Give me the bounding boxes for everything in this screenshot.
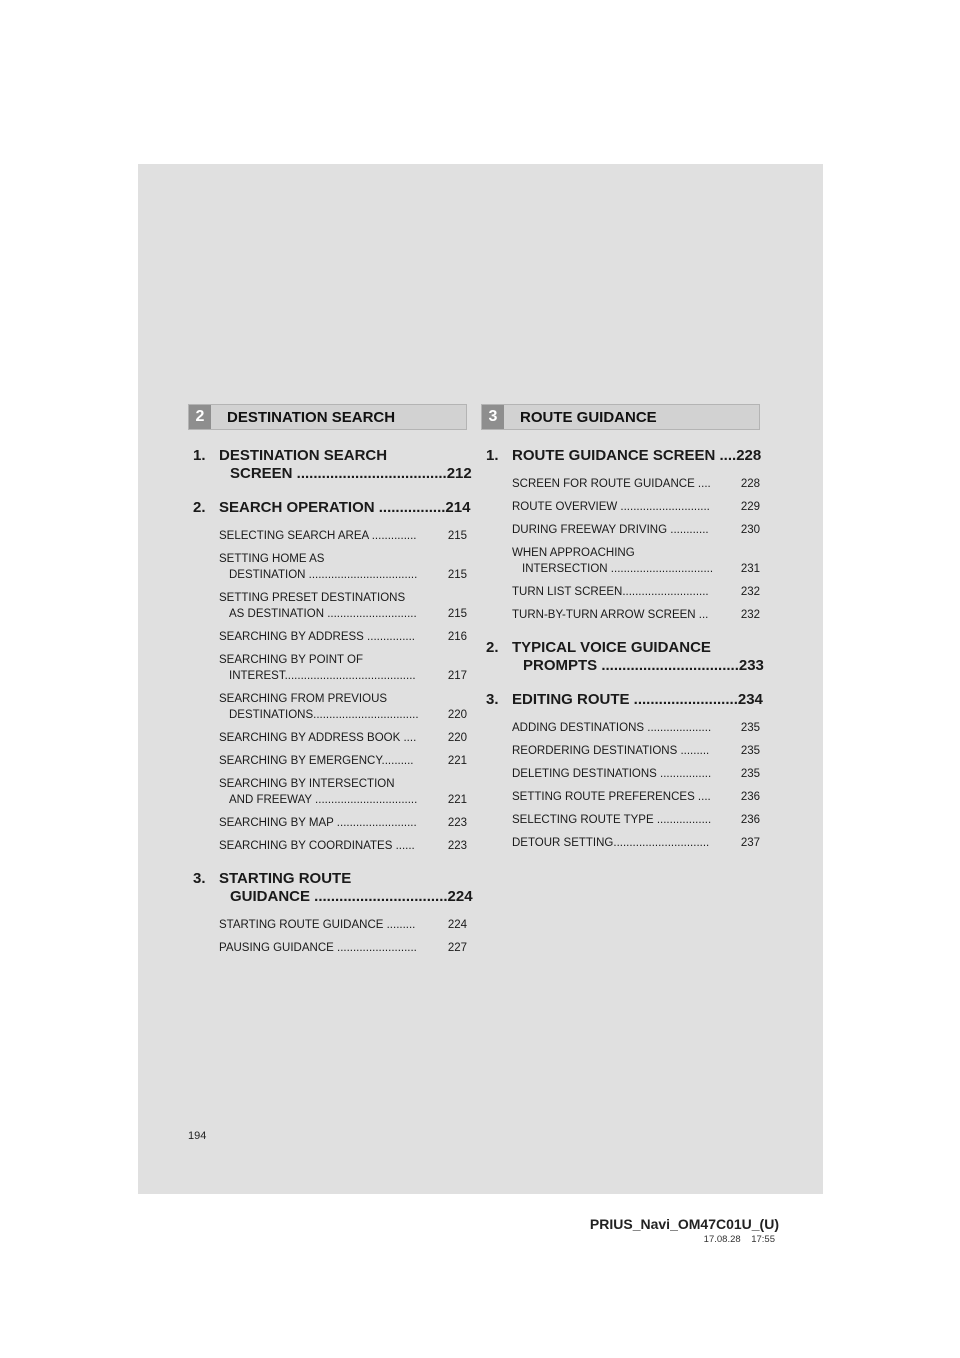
subsection-row xyxy=(219,917,467,933)
subsection-page: 217 xyxy=(447,670,467,682)
subsection-row xyxy=(512,766,760,782)
subsection-row xyxy=(219,838,467,854)
toc-entries xyxy=(481,447,764,851)
subsection-entry[interactable] xyxy=(188,551,467,583)
chapter-title-row xyxy=(481,691,763,709)
toc-column-destination-search xyxy=(188,404,473,963)
chapter-page: 234 xyxy=(737,691,763,708)
subsection-row xyxy=(512,607,760,623)
subsection-page: 215 xyxy=(447,569,467,581)
subsection-entry[interactable] xyxy=(188,652,467,684)
chapter-entry[interactable] xyxy=(481,639,764,675)
subsection-title: SELECTING ROUTE TYPE ................. xyxy=(512,814,712,826)
subsection-title: SEARCHING BY INTERSECTION xyxy=(219,778,395,790)
section-title: DESTINATION SEARCH xyxy=(227,408,396,426)
document-id: PRIUS_Navi_OM47C01U_(U) xyxy=(589,1216,779,1232)
subsection-entry[interactable] xyxy=(188,815,467,831)
chapter-number: 2. xyxy=(193,499,206,516)
subsection-entry[interactable] xyxy=(481,584,760,600)
chapter-entry[interactable] xyxy=(481,447,760,465)
section-header xyxy=(188,404,467,430)
section-title: ROUTE GUIDANCE xyxy=(520,408,657,426)
subsection-page: 220 xyxy=(447,709,467,721)
subsection-title: SEARCHING BY EMERGENCY.......... xyxy=(219,755,414,767)
subsection-title: SELECTING SEARCH AREA .............. xyxy=(219,530,417,542)
chapter-leader: SCREEN .................................... xyxy=(230,465,447,482)
print-date: 17.08.28 xyxy=(703,1234,741,1245)
chapter-title-row xyxy=(188,499,471,517)
chapter-number: 1. xyxy=(486,447,499,464)
subsection-page: 220 xyxy=(447,732,467,744)
subsection-row xyxy=(219,815,467,831)
subsection-page: 230 xyxy=(740,524,760,536)
subsection-title: ROUTE OVERVIEW ............................ xyxy=(512,501,710,513)
subsection-leader: AND FREEWAY ................................ xyxy=(229,794,418,806)
chapter-page: 224 xyxy=(447,888,473,905)
subsection-row xyxy=(219,730,467,746)
subsection-page: 235 xyxy=(740,722,760,734)
subsection-row xyxy=(512,584,760,600)
subsection-entry[interactable] xyxy=(481,720,760,736)
subsection-entry[interactable] xyxy=(188,730,467,746)
subsection-title: SEARCHING BY ADDRESS ............... xyxy=(219,631,415,643)
subsection-row xyxy=(512,499,760,515)
subsection-row xyxy=(512,743,760,759)
subsection-title: STARTING ROUTE GUIDANCE ......... xyxy=(219,919,416,931)
subsection-title: DETOUR SETTING.............................. xyxy=(512,837,710,849)
subsection-page: 221 xyxy=(447,755,467,767)
subsection-title: PAUSING GUIDANCE ......................... xyxy=(219,942,417,954)
subsection-page: 236 xyxy=(740,814,760,826)
subsection-title: REORDERING DESTINATIONS ......... xyxy=(512,745,710,757)
chapter-title: TYPICAL VOICE GUIDANCE xyxy=(512,639,711,656)
subsection-entry[interactable] xyxy=(188,691,467,723)
subsection-row xyxy=(512,789,760,805)
chapter-title: EDITING ROUTE ......................... xyxy=(512,691,738,708)
subsection-title: DURING FREEWAY DRIVING ............ xyxy=(512,524,709,536)
subsection-row xyxy=(219,753,467,769)
subsection-title-continued xyxy=(219,668,467,684)
subsection-entry[interactable] xyxy=(188,838,467,854)
subsection-title-continued xyxy=(219,606,467,622)
subsection-page: 228 xyxy=(740,478,760,490)
chapter-entry[interactable] xyxy=(188,447,472,483)
subsection-row xyxy=(512,476,760,492)
chapter-number: 3. xyxy=(486,691,499,708)
subsection-page: 216 xyxy=(447,631,467,643)
subsection-entry[interactable] xyxy=(188,917,467,933)
subsection-title: SEARCHING BY POINT OF xyxy=(219,654,363,666)
subsection-page: 221 xyxy=(447,794,467,806)
chapter-leader: PROMPTS ................................. xyxy=(523,657,739,674)
chapter-title-continued xyxy=(188,465,472,483)
subsection-page: 227 xyxy=(447,942,467,954)
subsection-page: 231 xyxy=(740,563,760,575)
toc-entries xyxy=(188,447,473,956)
chapter-title: SEARCH OPERATION ................ xyxy=(219,499,446,516)
subsection-title-continued xyxy=(219,792,467,808)
section-number: 3 xyxy=(482,405,504,429)
subsection-title-continued xyxy=(219,567,467,583)
subsection-entry[interactable] xyxy=(188,590,467,622)
subsection-entry[interactable] xyxy=(188,528,467,544)
subsection-title: WHEN APPROACHING xyxy=(512,547,635,559)
subsection-title-continued xyxy=(219,707,467,723)
subsection-entry[interactable] xyxy=(481,545,760,577)
subsection-row xyxy=(512,720,760,736)
chapter-title: STARTING ROUTE xyxy=(219,870,352,887)
chapter-entry[interactable] xyxy=(188,870,473,906)
subsection-entry[interactable] xyxy=(481,499,760,515)
subsection-entry[interactable] xyxy=(188,753,467,769)
subsection-leader: DESTINATION .................................. xyxy=(229,569,418,581)
subsection-title: ADDING DESTINATIONS .................... xyxy=(512,722,712,734)
subsection-row xyxy=(512,835,760,851)
subsection-title: SEARCHING BY MAP ......................... xyxy=(219,817,417,829)
subsection-page: 235 xyxy=(740,745,760,757)
subsection-title: DELETING DESTINATIONS ................ xyxy=(512,768,712,780)
chapter-page: 212 xyxy=(446,465,472,482)
subsection-entry[interactable] xyxy=(188,629,467,645)
subsection-entry[interactable] xyxy=(481,789,760,805)
print-time: 17:55 xyxy=(751,1234,775,1245)
chapter-number: 1. xyxy=(193,447,206,464)
subsection-entry[interactable] xyxy=(481,835,760,851)
chapter-title: ROUTE GUIDANCE SCREEN .... xyxy=(512,447,737,464)
subsection-entry[interactable] xyxy=(481,743,760,759)
subsection-title: SCREEN FOR ROUTE GUIDANCE .... xyxy=(512,478,711,490)
subsection-page: 229 xyxy=(740,501,760,513)
subsection-page: 215 xyxy=(447,608,467,620)
chapter-page: 214 xyxy=(445,499,471,516)
subsection-page: 237 xyxy=(740,837,760,849)
subsection-page: 235 xyxy=(740,768,760,780)
subsection-page: 215 xyxy=(447,530,467,542)
subsection-title: SEARCHING BY COORDINATES ...... xyxy=(219,840,415,852)
chapter-title-continued xyxy=(481,657,764,675)
chapter-page: 228 xyxy=(736,447,762,464)
print-timestamp xyxy=(704,1234,775,1245)
chapter-title: DESTINATION SEARCH xyxy=(219,447,388,464)
subsection-row xyxy=(219,528,467,544)
subsection-entry[interactable] xyxy=(188,940,467,956)
chapter-page: 233 xyxy=(738,657,764,674)
chapter-number: 2. xyxy=(486,639,499,656)
subsection-leader: AS DESTINATION ............................ xyxy=(229,608,417,620)
subsection-page: 223 xyxy=(447,817,467,829)
chapter-title-row xyxy=(481,447,760,465)
subsection-page: 232 xyxy=(740,586,760,598)
subsection-row xyxy=(512,812,760,828)
chapter-title-continued xyxy=(188,888,473,906)
subsection-row xyxy=(219,940,467,956)
subsection-title: SETTING HOME AS xyxy=(219,553,325,565)
section-header xyxy=(481,404,760,430)
subsection-title: SETTING PRESET DESTINATIONS xyxy=(219,592,406,604)
subsection-entry[interactable] xyxy=(481,522,760,538)
subsection-title: SETTING ROUTE PREFERENCES .... xyxy=(512,791,711,803)
chapter-entry[interactable] xyxy=(188,499,471,517)
section-number: 2 xyxy=(189,405,211,429)
subsection-row xyxy=(219,629,467,645)
subsection-entry[interactable] xyxy=(481,476,760,492)
chapter-entry[interactable] xyxy=(481,691,763,709)
toc-column-route-guidance xyxy=(481,404,764,858)
page-number: 194 xyxy=(188,1130,207,1142)
subsection-leader: DESTINATIONS................................. xyxy=(229,709,419,721)
subsection-entry[interactable] xyxy=(481,766,760,782)
subsection-leader: INTEREST......................................... xyxy=(229,670,416,682)
subsection-page: 232 xyxy=(740,609,760,621)
chapter-number: 3. xyxy=(193,870,206,887)
subsection-entry[interactable] xyxy=(481,812,760,828)
subsection-title: TURN-BY-TURN ARROW SCREEN ... xyxy=(512,609,709,621)
subsection-row xyxy=(512,522,760,538)
chapter-leader: GUIDANCE ................................ xyxy=(230,888,448,905)
subsection-leader: INTERSECTION ................................ xyxy=(522,563,714,575)
subsection-page: 223 xyxy=(447,840,467,852)
subsection-entry[interactable] xyxy=(481,607,760,623)
subsection-entry[interactable] xyxy=(188,776,467,808)
subsection-page: 224 xyxy=(447,919,467,931)
subsection-title: SEARCHING BY ADDRESS BOOK .... xyxy=(219,732,417,744)
subsection-title: SEARCHING FROM PREVIOUS xyxy=(219,693,388,705)
subsection-title: TURN LIST SCREEN........................... xyxy=(512,586,709,598)
subsection-page: 236 xyxy=(740,791,760,803)
subsection-title-continued xyxy=(512,561,760,577)
